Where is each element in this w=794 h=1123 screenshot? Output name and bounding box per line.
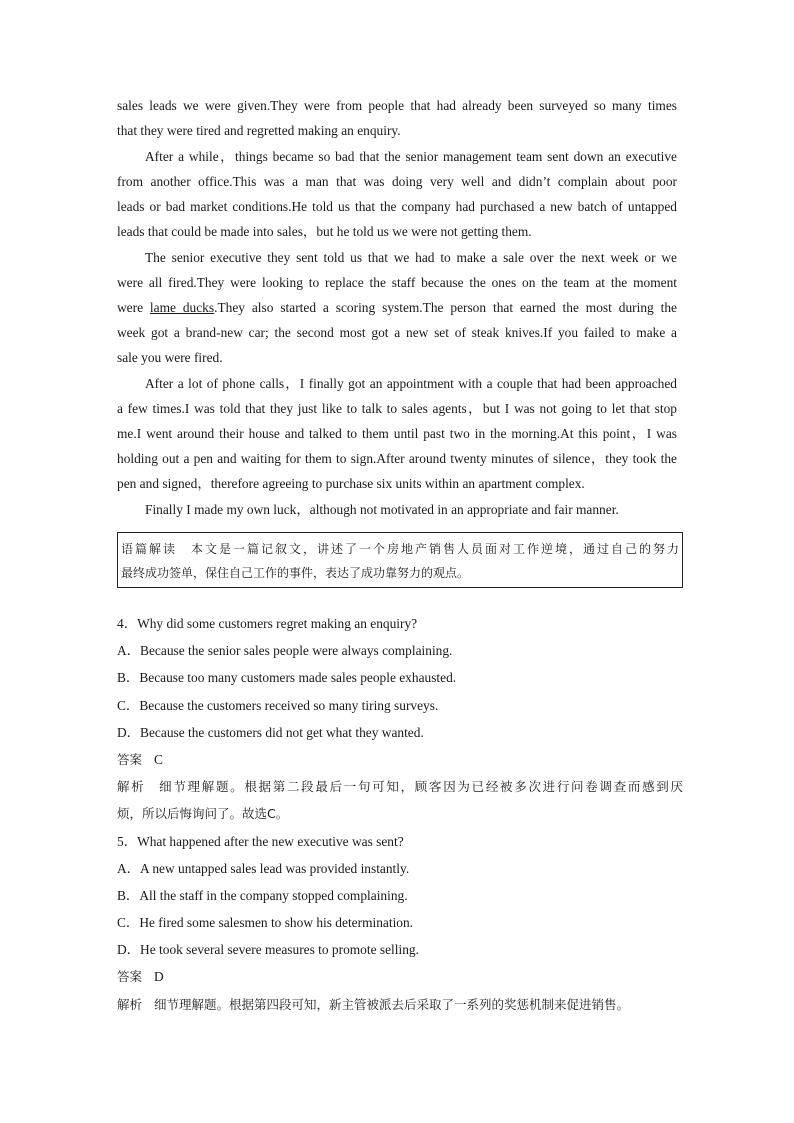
question-4 bbox=[117, 610, 683, 828]
question-stem: 5．What happened after the new executive was sent? bbox=[117, 833, 404, 849]
option-b: B．All the staff in the company stopped complaining. bbox=[117, 887, 408, 903]
option-c: C．He fired some salesmen to show his determination. bbox=[117, 915, 414, 931]
passage-line: that they were tired and regretted making an enquiry. bbox=[117, 123, 401, 138]
answer-line bbox=[117, 963, 683, 990]
passage-line: Finally I made my own luck，although not motivated in an appropriate and fair manner. bbox=[145, 502, 619, 517]
passage-line: from another office.This was a man that was doing very well and didn’t complain about poor bbox=[117, 174, 677, 189]
option-c: C．Because the customers received so many tiring surveys. bbox=[117, 697, 439, 713]
passage-line: pen and signed，therefore agreeing to purchase six units within an apartment complex. bbox=[117, 476, 585, 491]
passage-text: were bbox=[117, 300, 150, 315]
summary-line-1 bbox=[121, 537, 679, 561]
paragraph-2 bbox=[117, 144, 677, 244]
option-d: D．He took several severe measures to promote selling. bbox=[117, 942, 419, 958]
passage-line: a few times.I was told that they just like to talk to sales agents，but I was not going to let that stop bbox=[117, 401, 677, 416]
passage-line bbox=[117, 295, 677, 320]
passage-line: After a lot of phone calls，I finally got an appointment with a couple that had been approached bbox=[145, 376, 677, 391]
option-d: D．Because the customers did not get what they wanted. bbox=[117, 724, 424, 740]
paragraph-1 bbox=[117, 93, 677, 143]
analysis-label: 解析 bbox=[117, 779, 146, 795]
underlined-phrase: lame ducks bbox=[149, 300, 215, 315]
paragraph-4 bbox=[117, 371, 677, 496]
answer-line bbox=[117, 746, 683, 773]
passage-line: leads that could be made into sales，but he told us we were not getting them. bbox=[117, 224, 532, 239]
question-5 bbox=[117, 828, 683, 1018]
answer-value: C bbox=[154, 751, 163, 767]
passage-line: sales leads we were given.They were from people that had already been surveyed so many times bbox=[117, 98, 677, 113]
option-b: B．Because too many customers made sales people exhausted. bbox=[117, 670, 457, 686]
paragraph-3 bbox=[117, 245, 677, 370]
passage-line: leads or bad market conditions.He told us that the company had purchased a new batch of untapped bbox=[117, 199, 677, 214]
analysis-text: 细节理解题。根据第二段最后一句可知，顾客因为已经被多次进行问卷调查而感到厌 bbox=[157, 779, 683, 795]
answer-label: 答案 bbox=[117, 751, 143, 767]
answer-label: 答案 bbox=[117, 969, 143, 985]
passage-line: holding out a pen and waiting for them to sign.After around twenty minutes of silence，they took the bbox=[117, 451, 677, 466]
passage-text: .They also started a scoring system.The person that earned the most during the bbox=[214, 300, 677, 315]
reading-passage bbox=[117, 93, 677, 522]
summary-text: 本文是一篇记叙文，讲述了一个房地产销售人员面对工作逆境，通过自己的努力 bbox=[189, 542, 679, 556]
answer-value: D bbox=[154, 969, 164, 985]
analysis-line-1 bbox=[117, 991, 683, 1018]
question-stem: 4．Why did some customers regret making an enquiry? bbox=[117, 616, 418, 631]
passage-line: sale you were fired. bbox=[117, 350, 223, 365]
analysis-line-2: 烦，所以后悔询问了。故选C。 bbox=[117, 806, 289, 822]
summary-line-2: 最终成功签单，保住自己工作的事件，表达了成功靠努力的观点。 bbox=[121, 566, 470, 580]
passage-line: After a while，things became so bad that the senior management team sent down an executive bbox=[145, 149, 677, 164]
summary-label: 语篇解读 bbox=[121, 542, 177, 556]
option-a: A．A new untapped sales lead was provided instantly. bbox=[117, 860, 410, 876]
passage-line: me.I went around their house and talked to them until past two in the morning.At this point，I was bbox=[117, 426, 677, 441]
summary-box bbox=[117, 532, 683, 588]
passage-line: The senior executive they sent told us that we had to make a sale over the next week or we bbox=[145, 250, 677, 265]
option-a: A．Because the senior sales people were always complaining. bbox=[117, 643, 453, 659]
passage-line: week got a brand-new car; the second most got a new set of steak knives.If you failed to make a bbox=[117, 325, 677, 340]
paragraph-5 bbox=[117, 497, 677, 522]
analysis-line-1 bbox=[117, 773, 683, 800]
questions-section bbox=[117, 610, 683, 1018]
analysis-label: 解析 bbox=[117, 996, 143, 1012]
passage-line: were all fired.They were looking to replace the staff because the ones on the team at the moment bbox=[117, 275, 677, 290]
analysis-text: 细节理解题。根据第四段可知，新主管被派去后采取了一系列的奖惩机制来促进销售。 bbox=[154, 996, 630, 1012]
